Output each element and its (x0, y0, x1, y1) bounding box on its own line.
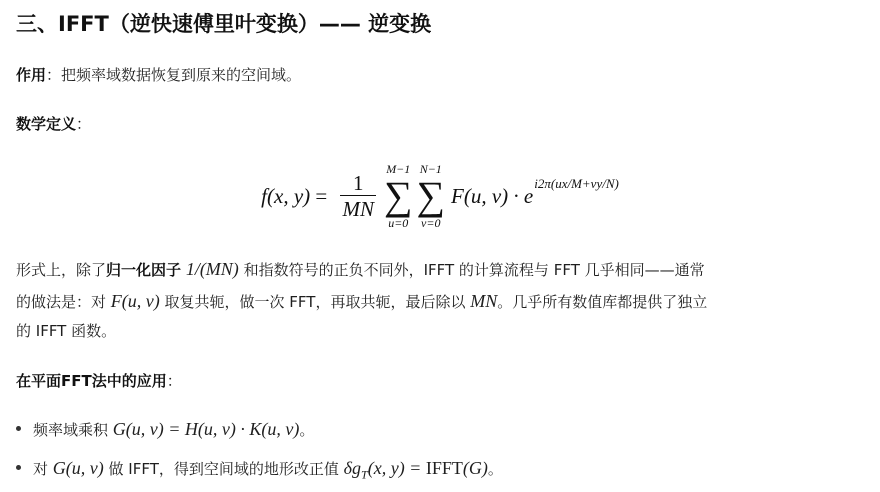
effect-label: 作用 (16, 66, 47, 84)
bullet-dot (16, 465, 21, 470)
list-text: 对 (33, 460, 53, 478)
body-text: 的做法是：对 (16, 293, 111, 311)
effect-colon: ： (46, 66, 62, 84)
sum-u-upper: M−1 (386, 162, 411, 176)
sum-u-lower: u=0 (388, 216, 409, 230)
list-text: 做 IFFT，得到空间域的地形改正值 (103, 460, 344, 478)
list-item (16, 416, 314, 443)
effect-paragraph (16, 62, 301, 88)
body-text: 。几乎所有数值库都提供了独立 (497, 293, 708, 311)
sum-over-u (384, 162, 413, 230)
fraction-denominator: MN (342, 196, 374, 221)
application-label: 在平面FFT法中的应用 (16, 372, 167, 390)
math-definition-label-line (16, 111, 91, 137)
ifft-formula (0, 160, 880, 232)
sum-v-upper: N−1 (419, 162, 442, 176)
formula-equals: = (310, 183, 333, 208)
section-heading: 三、IFFT（逆快速傅里叶变换）—— 逆变换 (16, 12, 432, 36)
sum-over-v (417, 162, 446, 230)
math-definition-label: 数学定义 (16, 115, 77, 133)
inline-math: $\delta g_T(x$, y) = IFFT(G) (343, 458, 488, 482)
list-text: 频率域乘积 (33, 421, 113, 439)
body-line-3 (16, 318, 116, 344)
bullet-dot (16, 426, 21, 431)
formula-term: F(u, v) · e (451, 183, 534, 208)
inline-math: G(u, v) (52, 458, 104, 478)
body-text: 的 IFFT 函数。 (16, 322, 117, 340)
list-text: 。 (487, 460, 503, 478)
application-colon: ： (166, 372, 182, 390)
body-text: 取复共轭，做一次 FFT，再取共轭，最后除以 (159, 293, 471, 311)
sigma-symbol: ∑ (383, 173, 413, 218)
inline-math: F(u, v) (110, 291, 160, 311)
formula-lhs: f(x, y) (261, 183, 311, 208)
inline-math: 1/(MN) (185, 259, 239, 279)
math-definition-colon: ： (76, 115, 92, 133)
normalization-factor-term: 归一化因子 (106, 261, 182, 279)
application-label-line (16, 368, 182, 394)
inline-math: G(u, v) = H(u, v) · K(u, v) (112, 419, 300, 439)
sum-v-lower: v=0 (421, 216, 441, 230)
normalization-fraction (340, 171, 376, 222)
inline-math: MN (470, 291, 498, 311)
fraction-numerator: 1 (352, 170, 364, 195)
body-line-2 (16, 288, 707, 315)
body-line-1 (16, 256, 705, 283)
list-item (16, 455, 503, 488)
body-text: 形式上，除了 (16, 261, 107, 279)
formula-exponent: i2π(ux/M+vy/N) (534, 176, 619, 191)
effect-text: 把频率域数据恢复到原来的空间域。 (61, 66, 302, 84)
sigma-symbol: ∑ (416, 173, 446, 218)
body-text: 和指数符号的正负不同外，IFFT 的计算流程与 FFT 几乎相同——通常 (238, 261, 705, 279)
list-text: 。 (299, 421, 315, 439)
